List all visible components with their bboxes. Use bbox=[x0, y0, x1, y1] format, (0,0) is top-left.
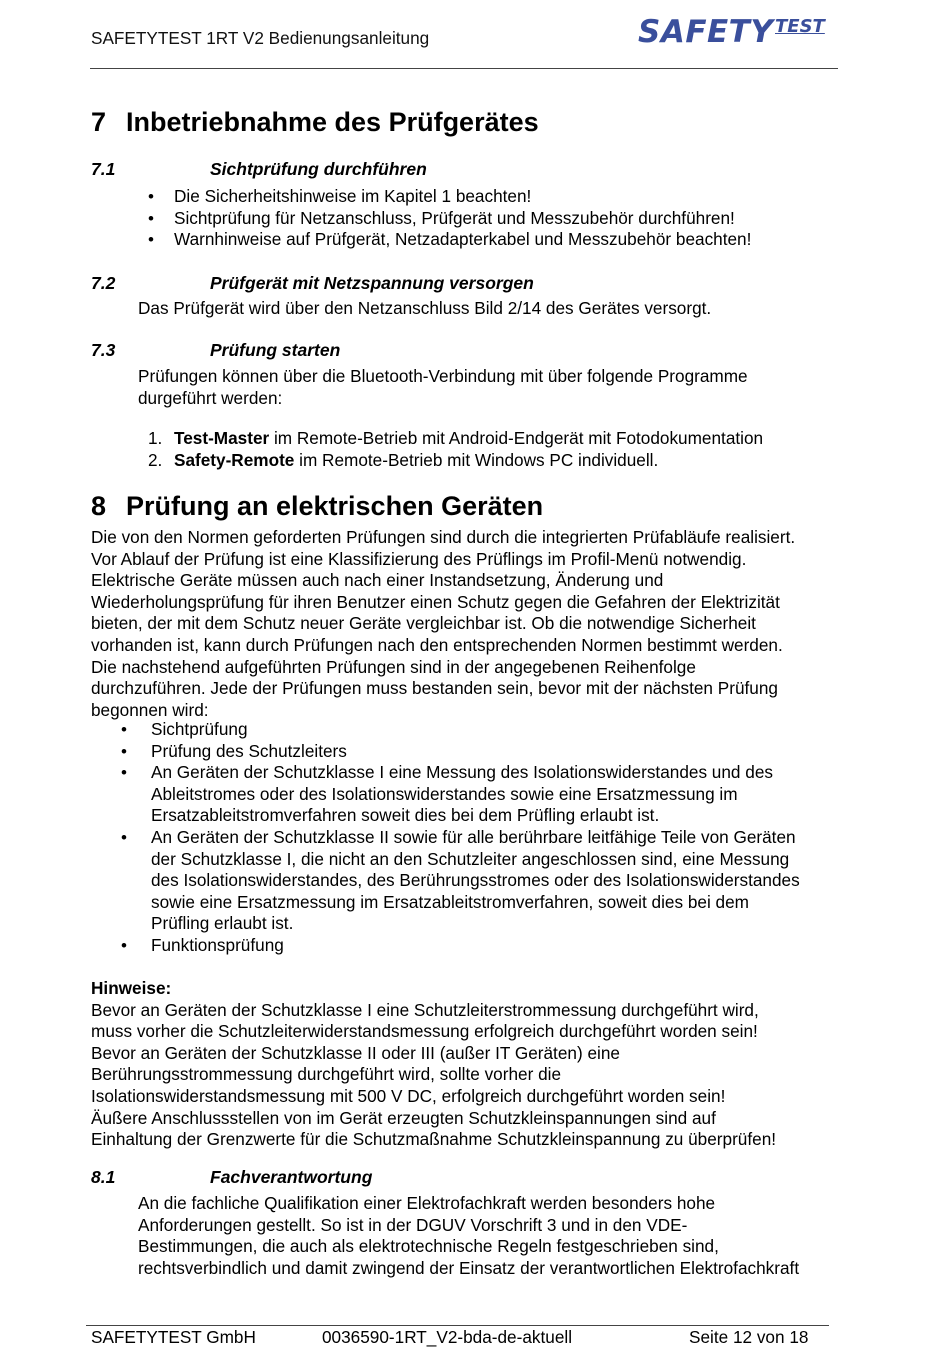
visual-check-list bbox=[174, 186, 751, 251]
footer-document-id: 0036590-1RT_V2-bda-de-aktuell bbox=[322, 1327, 573, 1347]
paragraph-line: muss vorher die Schutzleiterwiderstandsmessung erfolgreich durchgeführt worden sein! bbox=[91, 1021, 758, 1042]
footer-company: SAFETYTEST GmbH bbox=[91, 1327, 256, 1347]
section-7-heading bbox=[91, 106, 539, 138]
subsection-7-2-heading bbox=[91, 272, 534, 294]
list-item bbox=[151, 719, 800, 741]
logo-sup-text: TEST bbox=[775, 16, 825, 37]
list-item bbox=[151, 762, 800, 827]
list-line: des Isolationswiderstandes, des Berührungsstromes oder des Isolationswiderstandes bbox=[151, 870, 800, 891]
program-list bbox=[148, 428, 764, 471]
footer-page-number: Seite 12 von 18 bbox=[689, 1327, 809, 1347]
subsection-7-3-heading bbox=[91, 339, 340, 361]
paragraph-line: Bevor an Geräten der Schutzklasse I eine Schutzleiterstrommessung durchgeführt wird, bbox=[91, 999, 759, 1020]
list-line: Ersatzableitstromverfahren soweit dies bei dem Prüfling erlaubt ist. bbox=[151, 805, 660, 826]
list-line: • Funktionsprüfung bbox=[151, 934, 284, 955]
test-start-intro bbox=[138, 366, 748, 409]
responsibility-paragraph bbox=[138, 1193, 799, 1279]
header-title: SAFETYTEST 1RT V2 Bedienungsanleitung bbox=[91, 28, 430, 48]
paragraph-line: Bestimmungen, die auch als elektrotechnische Regeln festgeschrieben sind, bbox=[138, 1236, 719, 1257]
paragraph-line: begonnen wird: bbox=[91, 699, 209, 720]
paragraph-line: Berührungsstrommessung durchgeführt wird, sollte vorher die bbox=[91, 1064, 562, 1085]
section-title: Inbetriebnahme des Prüfgerätes bbox=[126, 107, 539, 137]
list-item: • Warnhinweise auf Prüfgerät, Netzadapterkabel und Messzubehör beachten! bbox=[174, 229, 751, 251]
list-item: • Die Sicherheitshinweise im Kapitel 1 beachten! bbox=[174, 186, 751, 208]
program-description: im Remote-Betrieb mit Android-Endgerät mit Fotodokumentation bbox=[269, 428, 764, 448]
section-title: Prüfung an elektrischen Geräten bbox=[126, 491, 544, 521]
section-number: 8 bbox=[91, 491, 107, 521]
section-number: 7 bbox=[91, 107, 107, 137]
program-name: Safety-Remote bbox=[174, 449, 295, 470]
subsection-number: 7.1 bbox=[91, 159, 116, 179]
footer-divider bbox=[86, 1325, 829, 1326]
subsection-title: Prüfgerät mit Netzspannung versorgen bbox=[210, 273, 534, 293]
test-sequence-list bbox=[151, 719, 800, 957]
paragraph-line: Äußere Anschlussstellen von im Gerät erzeugten Schutzkleinspannungen sind auf bbox=[91, 1107, 716, 1128]
list-number: 1. bbox=[148, 428, 163, 448]
paragraph-line: vorhanden ist, kann durch Prüfungen nach den entsprechenden Normen bestimmt werden. bbox=[91, 634, 783, 655]
section-8-paragraph bbox=[91, 527, 795, 721]
list-line: • An Geräten der Schutzklasse I eine Messung des Isolationswiderstandes und des bbox=[151, 762, 773, 783]
paragraph-line: Die von den Normen geforderten Prüfungen sind durch die integrierten Prüfabläufe realisiert. bbox=[91, 527, 796, 547]
subsection-number: 8.1 bbox=[91, 1167, 116, 1187]
section-8-heading bbox=[91, 490, 543, 522]
notes-block bbox=[91, 978, 776, 1151]
notes-title: Hinweise: bbox=[91, 978, 172, 998]
list-item: • Sichtprüfung für Netzanschluss, Prüfgerät und Messzubehör durchführen! bbox=[174, 208, 751, 230]
paragraph-line: Vor Ablauf der Prüfung ist eine Klassifizierung des Prüflings im Profil-Menü notwendig. bbox=[91, 548, 747, 569]
subsection-8-1-heading bbox=[91, 1166, 372, 1188]
paragraph-line: Einhaltung der Grenzwerte für die Schutzmaßnahme Schutzkleinspannung zu überprüfen! bbox=[91, 1129, 777, 1150]
paragraph-line: Die nachstehend aufgeführten Prüfungen sind in der angegebenen Reihenfolge bbox=[91, 656, 696, 677]
paragraph-line: bieten, der mit dem Schutz neuer Geräte vergleichbar ist. Ob die notwendige Sicherheit bbox=[91, 613, 756, 634]
paragraph-line: durgeführt werden: bbox=[138, 387, 283, 408]
list-item bbox=[148, 449, 763, 472]
list-line: • Prüfung des Schutzleiters bbox=[151, 740, 347, 761]
list-line: der Schutzklasse I, die nicht an den Schutzleiter angeschlossen sind, eine Messung bbox=[151, 848, 790, 869]
subsection-title: Prüfung starten bbox=[210, 340, 341, 360]
list-line: • An Geräten der Schutzklasse II sowie für alle berührbare leitfähige Teile von Geräten bbox=[151, 826, 796, 847]
list-item bbox=[151, 827, 800, 935]
program-name: Test-Master bbox=[174, 428, 270, 448]
program-description: im Remote-Betrieb mit Windows PC individuell. bbox=[294, 449, 659, 470]
safetytest-logo bbox=[638, 14, 838, 58]
paragraph-line: Isolationswiderstandsmessung mit 500 V DC, erfolgreich durchgeführt worden sein! bbox=[91, 1085, 726, 1106]
list-line: sowie eine Ersatzmessung im Ersatzableitstromverfahren, soweit dies bei dem bbox=[151, 891, 749, 912]
list-item bbox=[148, 428, 764, 450]
list-number: 2. bbox=[148, 449, 163, 470]
list-item bbox=[151, 741, 800, 763]
subsection-title: Sichtprüfung durchführen bbox=[210, 159, 427, 179]
header-divider bbox=[90, 68, 838, 69]
paragraph-line: An die fachliche Qualifikation einer Elektrofachkraft werden besonders hohe bbox=[138, 1193, 716, 1213]
list-line: Prüfling erlaubt ist. bbox=[151, 913, 294, 934]
paragraph-line: Bevor an Geräten der Schutzklasse II oder III (außer IT Geräten) eine bbox=[91, 1042, 620, 1063]
paragraph-line: durchzuführen. Jede der Prüfungen muss bestanden sein, bevor mit der nächsten Prüfung bbox=[91, 678, 778, 699]
paragraph-line: rechtsverbindlich und damit zwingend der Einsatz der verantwortlichen Elektrofachkraft bbox=[138, 1257, 800, 1278]
list-line: • Sichtprüfung bbox=[151, 719, 248, 739]
paragraph-line: Wiederholungsprüfung für ihren Benutzer einen Schutz gegen die Gefahren der Elektrizität bbox=[91, 591, 780, 612]
list-line: Ableitstromes oder des Isolationswiderstandes sowie eine Ersatzmessung im bbox=[151, 783, 738, 804]
subsection-number: 7.3 bbox=[91, 340, 116, 360]
paragraph-line: Anforderungen gestellt. So ist in der DGUV Vorschrift 3 und in den VDE- bbox=[138, 1214, 688, 1235]
list-item bbox=[151, 935, 800, 957]
subsection-title: Fachverantwortung bbox=[210, 1167, 373, 1187]
paragraph-line: Prüfungen können über die Bluetooth-Verbindung mit über folgende Programme bbox=[138, 366, 748, 386]
power-supply-text: Das Prüfgerät wird über den Netzanschluss Bild 2/14 des Gerätes versorgt. bbox=[138, 298, 712, 318]
logo-main-text: SAFETY bbox=[638, 14, 774, 50]
subsection-7-1-heading bbox=[91, 158, 427, 180]
subsection-number: 7.2 bbox=[91, 273, 116, 293]
paragraph-line: Elektrische Geräte müssen auch nach einer Instandsetzung, Änderung und bbox=[91, 570, 664, 591]
